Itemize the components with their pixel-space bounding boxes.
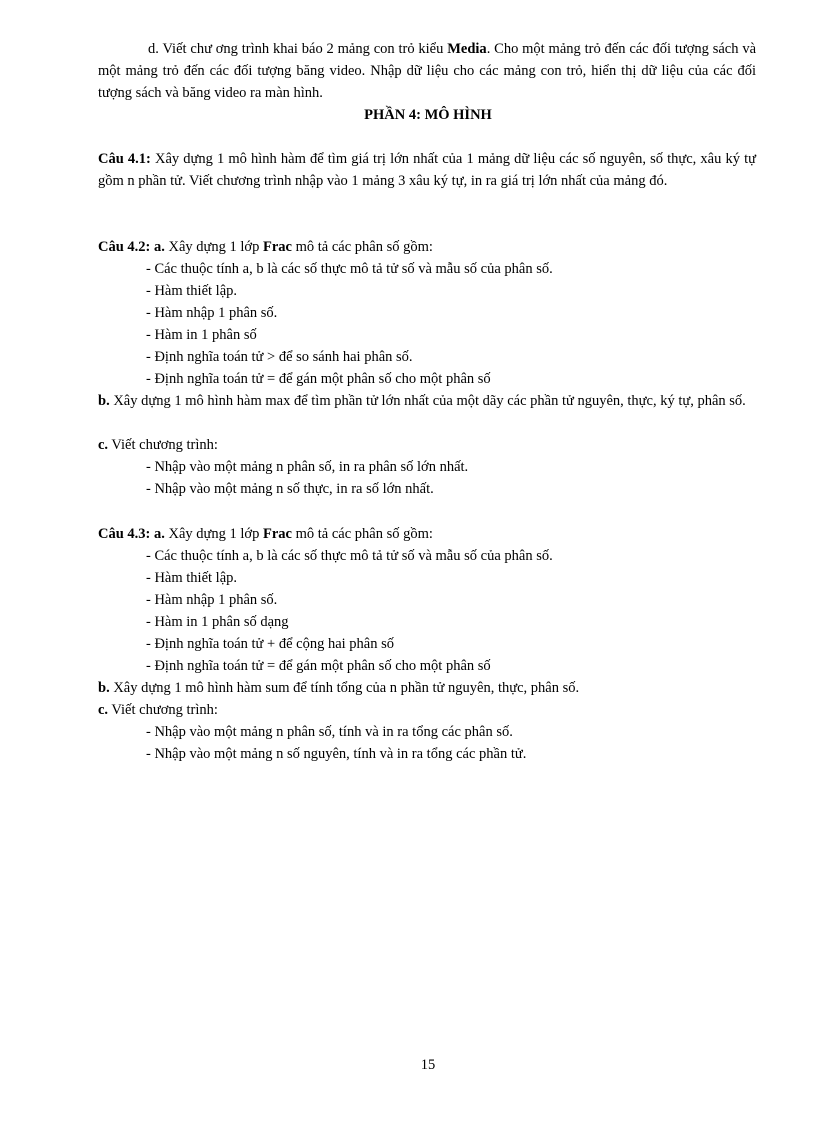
q43-item-a-0: - Các thuộc tính a, b là các số thực mô tả tử số và mẫu số của phân số. xyxy=(146,548,553,564)
q43-b-label: b. xyxy=(98,680,110,696)
q43-c-text: Viết chương trình: xyxy=(108,702,218,718)
q41-label: Câu 4.1: xyxy=(98,151,151,167)
q42-item-a-1: - Hàm thiết lập. xyxy=(146,283,238,299)
q42-b-text: Xây dựng 1 mô hình hàm max để tìm phần tử lớn nhất của một dãy các phần tử nguyên, thực, ký tự, phân số. xyxy=(109,393,746,409)
q43-a-text-post: mô tả các phân số gồm: xyxy=(291,526,433,542)
section-title: PHẦN 4: MÔ HÌNH xyxy=(364,107,492,123)
question-4-1 xyxy=(98,148,756,192)
q42-label: Câu 4.2: xyxy=(98,239,151,255)
q42-b xyxy=(98,390,756,412)
q42-a-text-pre: Xây dựng 1 lớp xyxy=(164,239,263,255)
q42-item-a-2: - Hàm nhập 1 phân số. xyxy=(146,305,278,321)
q43-item-c-1: - Nhập vào một mảng n số nguyên, tính và in ra tổng các phần tử. xyxy=(146,746,527,762)
q42-a-text-post: mô tả các phân số gồm: xyxy=(291,239,433,255)
q43-label: Câu 4.3: xyxy=(98,526,151,542)
q43-item-a-4: - Định nghĩa toán tử + để cộng hai phân số xyxy=(146,636,394,652)
q43-b xyxy=(98,677,579,699)
q42-item-a-5: - Định nghĩa toán tử = để gán một phân số cho một phân số xyxy=(146,371,491,387)
q43-class-name: Frac xyxy=(262,526,292,542)
q42-c-text: Viết chương trình: xyxy=(108,437,218,453)
page-number: 15 xyxy=(420,1057,436,1073)
q42-class-name: Frac xyxy=(262,239,292,255)
q41-text: Xây dựng 1 mô hình hàm để tìm giá trị lớn nhất của 1 mảng dữ liệu các số nguyên, số thực, xâu ký tự gồm n phần tử. Viết chương trình nhập vào 1 mảng 3 xâu ký tự, in ra giá trị lớn nhất của mảng đó. xyxy=(98,151,756,189)
intro-suffix: . Cho một mảng trỏ đến các đối tượng sách và một mảng trỏ đến các đối tượng băng video. Nhập dữ liệu cho các mảng con trỏ, hiển thị dữ liệu của các đối tượng sách và băng video ra màn hình. xyxy=(98,41,756,101)
q43-item-c-0: - Nhập vào một mảng n phân số, tính và in ra tổng các phân số. xyxy=(146,724,513,740)
q42-c-label: c. xyxy=(98,437,109,453)
q43-item-a-1: - Hàm thiết lập. xyxy=(146,570,238,586)
intro-paragraph xyxy=(98,38,756,104)
q42-item-c-0: - Nhập vào một mảng n phân số, in ra phân số lớn nhất. xyxy=(146,459,469,475)
q43-item-a-2: - Hàm nhập 1 phân số. xyxy=(146,592,278,608)
q42-item-c-1: - Nhập vào một mảng n số thực, in ra số lớn nhất. xyxy=(146,481,434,497)
q43-a-label: a. xyxy=(154,526,165,542)
q43-a-text-pre: Xây dựng 1 lớp xyxy=(164,526,263,542)
q42-c xyxy=(98,434,218,456)
q42-a-label: a. xyxy=(154,239,165,255)
intro-bold-term: Media xyxy=(447,41,487,57)
question-4-2-a xyxy=(98,236,433,258)
q42-item-a-0: - Các thuộc tính a, b là các số thực mô tả tử số và mẫu số của phân số. xyxy=(146,261,553,277)
q42-b-label: b. xyxy=(98,393,110,409)
question-4-3-a xyxy=(98,523,433,545)
intro-prefix: d. Viết chư ơng trình khai báo 2 mảng con trỏ kiểu xyxy=(148,41,448,57)
q43-item-a-5: - Định nghĩa toán tử = để gán một phân số cho một phân số xyxy=(146,658,491,674)
q42-item-a-3: - Hàm in 1 phân số xyxy=(146,327,257,343)
q43-c xyxy=(98,699,218,721)
q42-item-a-4: - Định nghĩa toán tử > để so sánh hai phân số. xyxy=(146,349,413,365)
q43-c-label: c. xyxy=(98,702,109,718)
q43-item-a-3: - Hàm in 1 phân số dạng xyxy=(146,614,289,630)
q43-b-text: Xây dựng 1 mô hình hàm sum để tính tổng của n phần tử nguyên, thực, phân số. xyxy=(109,680,580,696)
